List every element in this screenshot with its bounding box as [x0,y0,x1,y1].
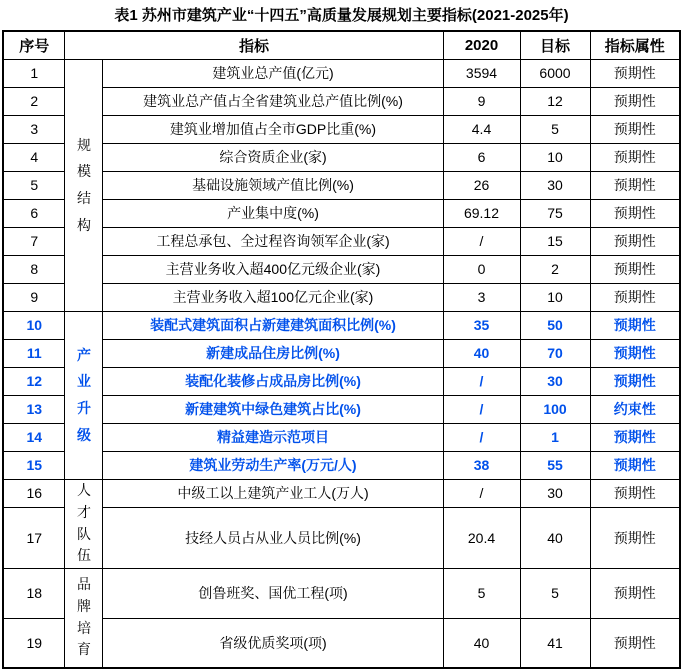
value-2020: 69.12 [443,199,520,227]
table-row [3,311,680,339]
table-row [3,59,680,87]
indicator-cell: 省级优质奖项(项) [103,618,443,668]
value-2020: 38 [443,451,520,479]
value-target: 15 [520,227,590,255]
table-row [3,171,680,199]
row-number: 1 [3,59,65,87]
value-2020: 20.4 [443,507,520,568]
table-row [3,451,680,479]
table-row [3,255,680,283]
indicator-cell: 综合资质企业(家) [103,143,443,171]
indicators-table [2,30,681,669]
row-number: 3 [3,115,65,143]
header-2020: 2020 [443,31,520,59]
indicator-cell: 主营业务收入超100亿元企业(家) [103,283,443,311]
value-attribute: 预期性 [590,367,680,395]
indicator-cell: 产业集中度(%) [103,199,443,227]
indicator-cell: 装配式建筑面积占新建建筑面积比例(%) [103,311,443,339]
indicator-cell: 中级工以上建筑产业工人(万人) [103,479,443,507]
value-2020: 3594 [443,59,520,87]
value-target: 12 [520,87,590,115]
row-number: 9 [3,283,65,311]
table-row [3,367,680,395]
value-target: 30 [520,367,590,395]
indicator-cell: 新建成品住房比例(%) [103,339,443,367]
value-target: 1 [520,423,590,451]
value-2020: 9 [443,87,520,115]
category-scale-structure [65,59,103,311]
table-title: 表1 苏州市建筑产业“十四五”高质量发展规划主要指标(2021-2025年) [114,7,569,24]
value-2020: 6 [443,143,520,171]
value-2020: 40 [443,339,520,367]
value-attribute: 约束性 [590,395,680,423]
value-2020: 35 [443,311,520,339]
row-number: 8 [3,255,65,283]
value-target: 5 [520,568,590,618]
table-row [3,479,680,507]
row-number: 7 [3,227,65,255]
table-row [3,618,680,668]
row-number: 16 [3,479,65,507]
row-number: 18 [3,568,65,618]
value-attribute: 预期性 [590,143,680,171]
indicator-cell: 技经人员占从业人员比例(%) [103,507,443,568]
value-attribute: 预期性 [590,199,680,227]
header-no: 序号 [3,31,65,59]
table-row [3,395,680,423]
value-attribute: 预期性 [590,479,680,507]
value-2020: 4.4 [443,115,520,143]
table-row [3,87,680,115]
value-attribute: 预期性 [590,507,680,568]
indicator-cell: 工程总承包、全过程咨询领军企业(家) [103,227,443,255]
value-target: 70 [520,339,590,367]
value-target: 6000 [520,59,590,87]
indicator-cell: 基础设施领域产值比例(%) [103,171,443,199]
category-industry-upgrade [65,311,103,479]
table-row [3,199,680,227]
value-target: 40 [520,507,590,568]
table-row [3,143,680,171]
value-target: 75 [520,199,590,227]
row-number: 6 [3,199,65,227]
value-attribute: 预期性 [590,59,680,87]
value-target: 10 [520,143,590,171]
indicator-cell: 主营业务收入超400亿元级企业(家) [103,255,443,283]
value-attribute: 预期性 [590,115,680,143]
value-attribute: 预期性 [590,339,680,367]
value-2020: 40 [443,618,520,668]
row-number: 12 [3,367,65,395]
indicator-cell: 建筑业总产值(亿元) [103,59,443,87]
row-number: 15 [3,451,65,479]
indicator-cell: 装配化装修占成品房比例(%) [103,367,443,395]
value-attribute: 预期性 [590,255,680,283]
table-row [3,423,680,451]
indicator-cell: 建筑业劳动生产率(万元/人) [103,451,443,479]
value-2020: / [443,479,520,507]
table-row [3,227,680,255]
row-number: 14 [3,423,65,451]
value-2020: / [443,227,520,255]
value-2020: 5 [443,568,520,618]
value-attribute: 预期性 [590,311,680,339]
row-number: 17 [3,507,65,568]
table-row [3,283,680,311]
category-talent-team [65,479,103,568]
value-2020: 26 [443,171,520,199]
category-label: 产业升级 [76,346,91,443]
value-target: 30 [520,479,590,507]
value-2020: / [443,423,520,451]
value-attribute: 预期性 [590,568,680,618]
category-brand-cultivation [65,568,103,668]
value-attribute: 预期性 [590,451,680,479]
row-number: 10 [3,311,65,339]
value-target: 2 [520,255,590,283]
indicator-cell: 建筑业总产值占全省建筑业总产值比例(%) [103,87,443,115]
indicator-cell: 新建建筑中绿色建筑占比(%) [103,395,443,423]
indicator-cell: 创鲁班奖、国优工程(项) [103,568,443,618]
header-indicator: 指标 [65,31,443,59]
header-target: 目标 [520,31,590,59]
indicator-cell: 精益建造示范项目 [103,423,443,451]
table-row [3,115,680,143]
row-number: 19 [3,618,65,668]
row-number: 4 [3,143,65,171]
table-row [3,339,680,367]
header-row [3,31,680,59]
value-target: 5 [520,115,590,143]
category-label: 规模结构 [76,136,91,233]
value-target: 100 [520,395,590,423]
value-attribute: 预期性 [590,171,680,199]
value-2020: / [443,395,520,423]
value-target: 55 [520,451,590,479]
value-target: 30 [520,171,590,199]
value-2020: 3 [443,283,520,311]
value-attribute: 预期性 [590,87,680,115]
header-attribute: 指标属性 [590,31,680,59]
value-attribute: 预期性 [590,423,680,451]
row-number: 2 [3,87,65,115]
value-attribute: 预期性 [590,618,680,668]
row-number: 13 [3,395,65,423]
row-number: 11 [3,339,65,367]
value-target: 41 [520,618,590,668]
value-attribute: 预期性 [590,227,680,255]
row-number: 5 [3,171,65,199]
value-target: 10 [520,283,590,311]
value-2020: 0 [443,255,520,283]
table-row [3,507,680,568]
value-target: 50 [520,311,590,339]
category-label: 品牌培育 [76,576,91,658]
value-attribute: 预期性 [590,283,680,311]
indicator-cell: 建筑业增加值占全市GDP比重(%) [103,115,443,143]
category-label: 人才队伍 [76,482,91,564]
table-row [3,568,680,618]
value-2020: / [443,367,520,395]
